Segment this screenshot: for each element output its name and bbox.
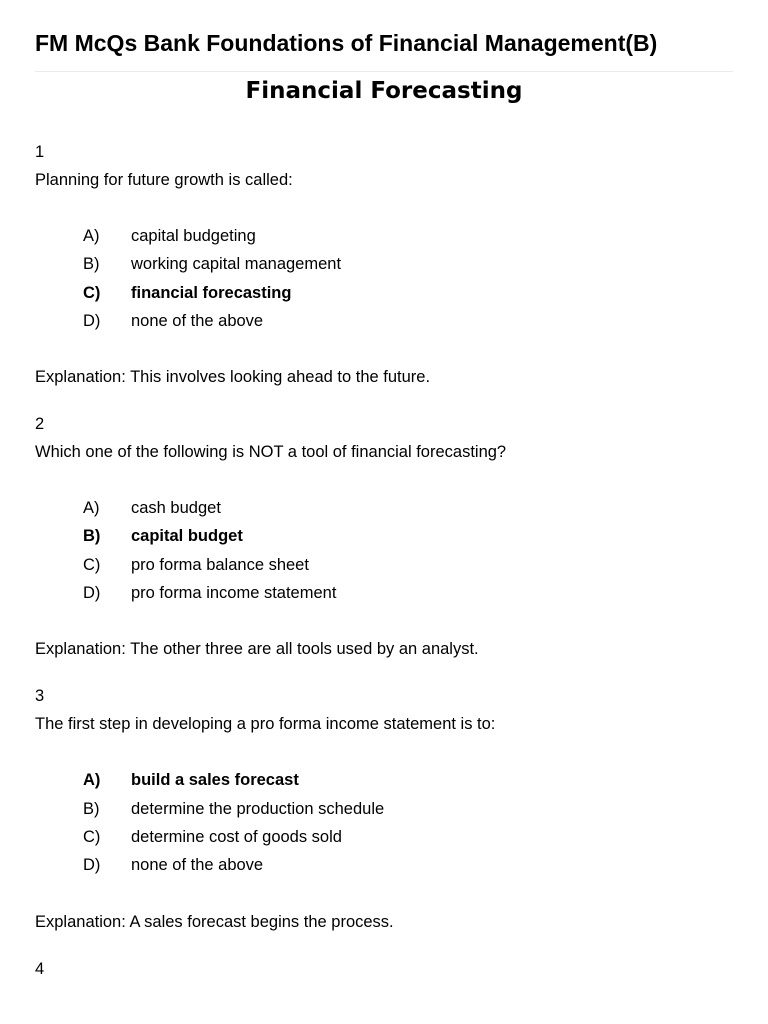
answer-options bbox=[35, 494, 735, 607]
question-block bbox=[35, 410, 735, 663]
answer-option bbox=[35, 551, 735, 579]
question-list bbox=[35, 138, 735, 1002]
answer-option bbox=[35, 795, 735, 823]
option-letter: D) bbox=[83, 856, 101, 875]
option-letter: D) bbox=[83, 311, 101, 330]
answer-option bbox=[35, 823, 735, 851]
option-text: none of the above bbox=[131, 856, 264, 875]
section-title: Financial Forecasting bbox=[245, 78, 523, 104]
answer-option bbox=[35, 307, 735, 335]
page-header bbox=[35, 26, 733, 72]
header-divider bbox=[35, 71, 733, 72]
option-letter: C) bbox=[83, 283, 101, 302]
option-letter: C) bbox=[83, 555, 101, 574]
answer-option bbox=[35, 494, 735, 522]
option-text: financial forecasting bbox=[131, 283, 292, 302]
answer-option-correct bbox=[35, 279, 735, 307]
option-letter: C) bbox=[83, 827, 101, 846]
option-letter: B) bbox=[83, 799, 100, 818]
answer-options bbox=[35, 766, 735, 879]
answer-options bbox=[35, 222, 735, 335]
option-letter: A) bbox=[83, 227, 100, 245]
option-text: pro forma income statement bbox=[131, 584, 337, 603]
question-number: 4 bbox=[35, 959, 45, 978]
option-text: capital budgeting bbox=[131, 227, 256, 245]
explanation: Explanation: This involves looking ahead to the future. bbox=[35, 368, 431, 387]
answer-option-correct bbox=[35, 766, 735, 794]
option-letter: A) bbox=[83, 771, 101, 790]
answer-option bbox=[35, 579, 735, 607]
option-letter: B) bbox=[83, 527, 101, 546]
option-text: build a sales forecast bbox=[131, 771, 299, 790]
option-text: cash budget bbox=[131, 499, 221, 518]
option-text: capital budget bbox=[131, 527, 243, 546]
question-text: Planning for future growth is called: bbox=[35, 171, 293, 189]
answer-option-correct bbox=[35, 522, 735, 550]
question-block bbox=[35, 682, 735, 935]
explanation: Explanation: A sales forecast begins the process. bbox=[35, 912, 394, 931]
option-text: pro forma balance sheet bbox=[131, 555, 309, 574]
option-text: determine the production schedule bbox=[131, 799, 385, 818]
option-letter: A) bbox=[83, 499, 100, 518]
option-letter: B) bbox=[83, 255, 100, 274]
answer-option bbox=[35, 222, 735, 250]
document-title: FM McQs Bank Foundations of Financial Management(B) bbox=[35, 30, 658, 56]
question-block bbox=[35, 138, 735, 391]
explanation: Explanation: The other three are all tools used by an analyst. bbox=[35, 640, 479, 659]
question-number: 1 bbox=[35, 143, 45, 161]
option-text: working capital management bbox=[131, 255, 342, 274]
option-letter: D) bbox=[83, 584, 101, 603]
question-text: Which one of the following is NOT a tool of financial forecasting? bbox=[35, 443, 507, 462]
question-number: 3 bbox=[35, 687, 45, 706]
option-text: determine cost of goods sold bbox=[131, 827, 342, 846]
question-number: 2 bbox=[35, 415, 45, 434]
question-block bbox=[35, 955, 735, 983]
answer-option bbox=[35, 250, 735, 278]
answer-option bbox=[35, 851, 735, 879]
option-text: none of the above bbox=[131, 311, 264, 330]
question-text: The first step in developing a pro forma income statement is to: bbox=[35, 715, 496, 734]
